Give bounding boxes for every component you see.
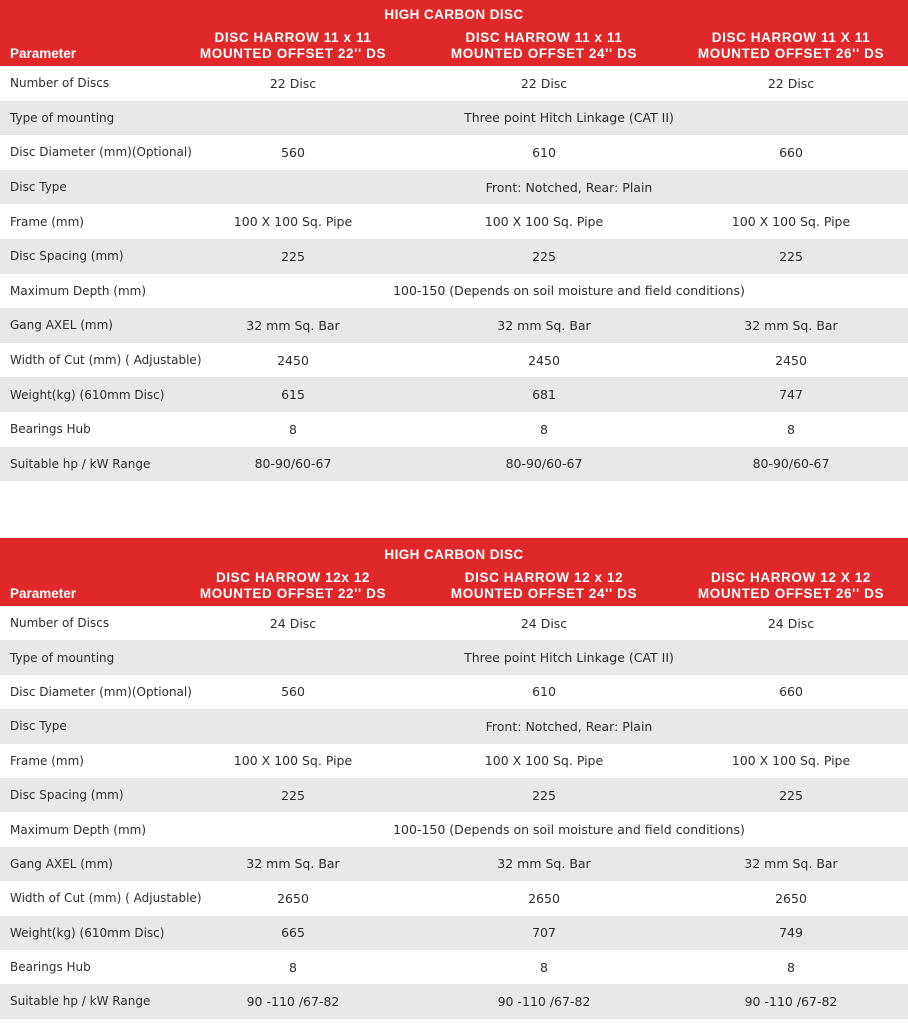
parameter-label: Width of Cut (mm) ( Adjustable) (10, 353, 202, 368)
parameter-label: Disc Spacing (mm) (10, 249, 124, 264)
table-cell: 22 Disc (269, 75, 317, 91)
column-header-line1: DISC HARROW 12x 12 (215, 570, 371, 585)
table-cell: 100 X 100 Sq. Pipe (484, 214, 604, 230)
column-header-line1: DISC HARROW 11 X 11 (711, 30, 871, 45)
parameter-label: Gang AXEL (mm) (10, 318, 113, 333)
parameter-label: Type of mounting (10, 650, 115, 665)
table-row (0, 204, 908, 239)
table-cell: 225 (779, 248, 803, 264)
table-cell: 100 X 100 Sq. Pipe (731, 753, 851, 769)
table-cell: 707 (532, 925, 556, 941)
parameter-label: Disc Type (10, 180, 67, 195)
table-cell: 90 -110 /67-82 (497, 993, 591, 1009)
table-row (0, 343, 908, 378)
table-row (0, 170, 908, 205)
parameter-label: Disc Type (10, 719, 67, 734)
table-row (0, 709, 908, 743)
table-row (0, 308, 908, 343)
table-cell: 8 (787, 959, 795, 975)
table-row (0, 606, 908, 640)
column-header-22ds (168, 30, 418, 62)
column-header-26ds (666, 570, 908, 602)
table-cell: 8 (289, 421, 297, 437)
table-cell: 2450 (528, 352, 560, 368)
column-header-line1: DISC HARROW 11 x 11 (214, 30, 372, 45)
table-row (0, 744, 908, 778)
table-row (0, 377, 908, 412)
table-cell: 80-90/60-67 (752, 456, 830, 472)
spec-table-12x12 (0, 538, 908, 1019)
parameter-label: Bearings Hub (10, 960, 91, 975)
table-cell: 660 (779, 684, 803, 700)
table-row (0, 412, 908, 447)
spanning-cell: 100-150 (Depends on soil moisture and field conditions) (393, 822, 745, 838)
parameter-label: Type of mounting (10, 110, 115, 125)
table-cell: 100 X 100 Sq. Pipe (233, 753, 353, 769)
table-cell: 8 (289, 959, 297, 975)
table-row (0, 675, 908, 709)
table-cell: 100 X 100 Sq. Pipe (233, 214, 353, 230)
table-cell: 32 mm Sq. Bar (744, 317, 838, 333)
table-cell: 610 (532, 684, 556, 700)
table-cell: 225 (779, 787, 803, 803)
table-cell: 80-90/60-67 (505, 456, 583, 472)
table-cell: 749 (779, 925, 803, 941)
table-cell: 225 (532, 248, 556, 264)
parameter-label: Width of Cut (mm) ( Adjustable) (10, 891, 202, 906)
column-header-line2: MOUNTED OFFSET 26'' DS (697, 586, 885, 601)
column-header-line1: DISC HARROW 12 x 12 (464, 570, 624, 585)
table-cell: 610 (532, 144, 556, 160)
parameter-label: Disc Diameter (mm)(Optional) (10, 145, 192, 160)
table-cell: 8 (787, 421, 795, 437)
table-body (0, 66, 908, 481)
table-header (0, 0, 908, 66)
column-header-22ds (168, 570, 418, 602)
parameter-label: Maximum Depth (mm) (10, 283, 147, 298)
table-row (0, 101, 908, 136)
table-cell: 32 mm Sq. Bar (744, 856, 838, 872)
spanning-cell: 100-150 (Depends on soil moisture and field conditions) (393, 283, 745, 299)
table-cell: 2450 (277, 352, 309, 368)
column-header-line2: MOUNTED OFFSET 26'' DS (697, 46, 885, 61)
column-header-line1: DISC HARROW 12 X 12 (711, 570, 871, 585)
table-cell: 32 mm Sq. Bar (246, 317, 340, 333)
table-row (0, 135, 908, 170)
table-cell: 8 (540, 959, 548, 975)
table-cell: 560 (281, 144, 305, 160)
table-cell: 100 X 100 Sq. Pipe (731, 214, 851, 230)
table-row (0, 847, 908, 881)
parameter-column-header: Parameter (10, 46, 77, 61)
table-cell: 2450 (775, 352, 807, 368)
parameter-label: Suitable hp / kW Range (10, 994, 151, 1009)
parameter-label: Number of Discs (10, 76, 110, 91)
table-cell: 22 Disc (767, 75, 815, 91)
table-cell: 32 mm Sq. Bar (246, 856, 340, 872)
table-row (0, 66, 908, 101)
table-cell: 90 -110 /67-82 (744, 993, 838, 1009)
table-cell: 80-90/60-67 (254, 456, 332, 472)
table-cell: 90 -110 /67-82 (246, 993, 340, 1009)
parameter-label: Maximum Depth (mm) (10, 822, 147, 837)
table-cell: 560 (281, 684, 305, 700)
spec-table-11x11 (0, 0, 908, 481)
table-cell: 32 mm Sq. Bar (497, 856, 591, 872)
column-header-line2: MOUNTED OFFSET 24'' DS (450, 586, 638, 601)
table-row (0, 812, 908, 846)
table-cell: 100 X 100 Sq. Pipe (484, 753, 604, 769)
parameter-label: Bearings Hub (10, 422, 91, 437)
table-cell: 225 (532, 787, 556, 803)
parameter-label: Disc Spacing (mm) (10, 788, 124, 803)
table-cell: 665 (281, 925, 305, 941)
table-cell: 22 Disc (520, 75, 568, 91)
table-cell: 2650 (775, 890, 807, 906)
table-cell: 8 (540, 421, 548, 437)
column-header-24ds (419, 570, 669, 602)
table-cell: 747 (779, 387, 803, 403)
table-row (0, 916, 908, 950)
parameter-label: Weight(kg) (610mm Disc) (10, 387, 165, 402)
spanning-cell: Three point Hitch Linkage (CAT II) (464, 650, 674, 666)
spanning-cell: Front: Notched, Rear: Plain (485, 718, 653, 734)
table-row (0, 881, 908, 915)
table-cell: 2650 (528, 890, 560, 906)
parameter-label: Disc Diameter (mm)(Optional) (10, 684, 192, 699)
table-cell: 681 (532, 387, 556, 403)
table-cell: 225 (281, 248, 305, 264)
parameter-label: Suitable hp / kW Range (10, 456, 151, 471)
parameter-label: Gang AXEL (mm) (10, 856, 113, 871)
table-cell: 660 (779, 144, 803, 160)
spanning-cell: Three point Hitch Linkage (CAT II) (464, 110, 674, 126)
parameter-label: Frame (mm) (10, 753, 84, 768)
spanning-cell: Front: Notched, Rear: Plain (485, 179, 653, 195)
parameter-label: Frame (mm) (10, 214, 84, 229)
table-cell: 225 (281, 787, 305, 803)
table-cell: 32 mm Sq. Bar (497, 317, 591, 333)
table-row (0, 984, 908, 1018)
parameter-label: Number of Discs (10, 616, 110, 631)
table-header (0, 538, 908, 606)
group-title: HIGH CARBON DISC (384, 7, 524, 22)
table-cell: 2650 (277, 890, 309, 906)
table-cell: 24 Disc (767, 615, 815, 631)
table-row (0, 274, 908, 309)
table-cell: 24 Disc (269, 615, 317, 631)
group-title: HIGH CARBON DISC (384, 547, 524, 562)
column-header-24ds (419, 30, 669, 62)
column-header-line2: MOUNTED OFFSET 24'' DS (450, 46, 638, 61)
table-cell: 24 Disc (520, 615, 568, 631)
column-header-line2: MOUNTED OFFSET 22'' DS (199, 46, 387, 61)
table-row (0, 778, 908, 812)
table-row (0, 640, 908, 674)
table-row (0, 950, 908, 984)
parameter-column-header: Parameter (10, 586, 77, 601)
parameter-label: Weight(kg) (610mm Disc) (10, 925, 165, 940)
column-header-26ds (666, 30, 908, 62)
column-header-line2: MOUNTED OFFSET 22'' DS (199, 586, 387, 601)
table-row (0, 239, 908, 274)
column-header-line1: DISC HARROW 11 x 11 (465, 30, 623, 45)
table-cell: 615 (281, 387, 305, 403)
table-body (0, 606, 908, 1019)
table-row (0, 447, 908, 482)
